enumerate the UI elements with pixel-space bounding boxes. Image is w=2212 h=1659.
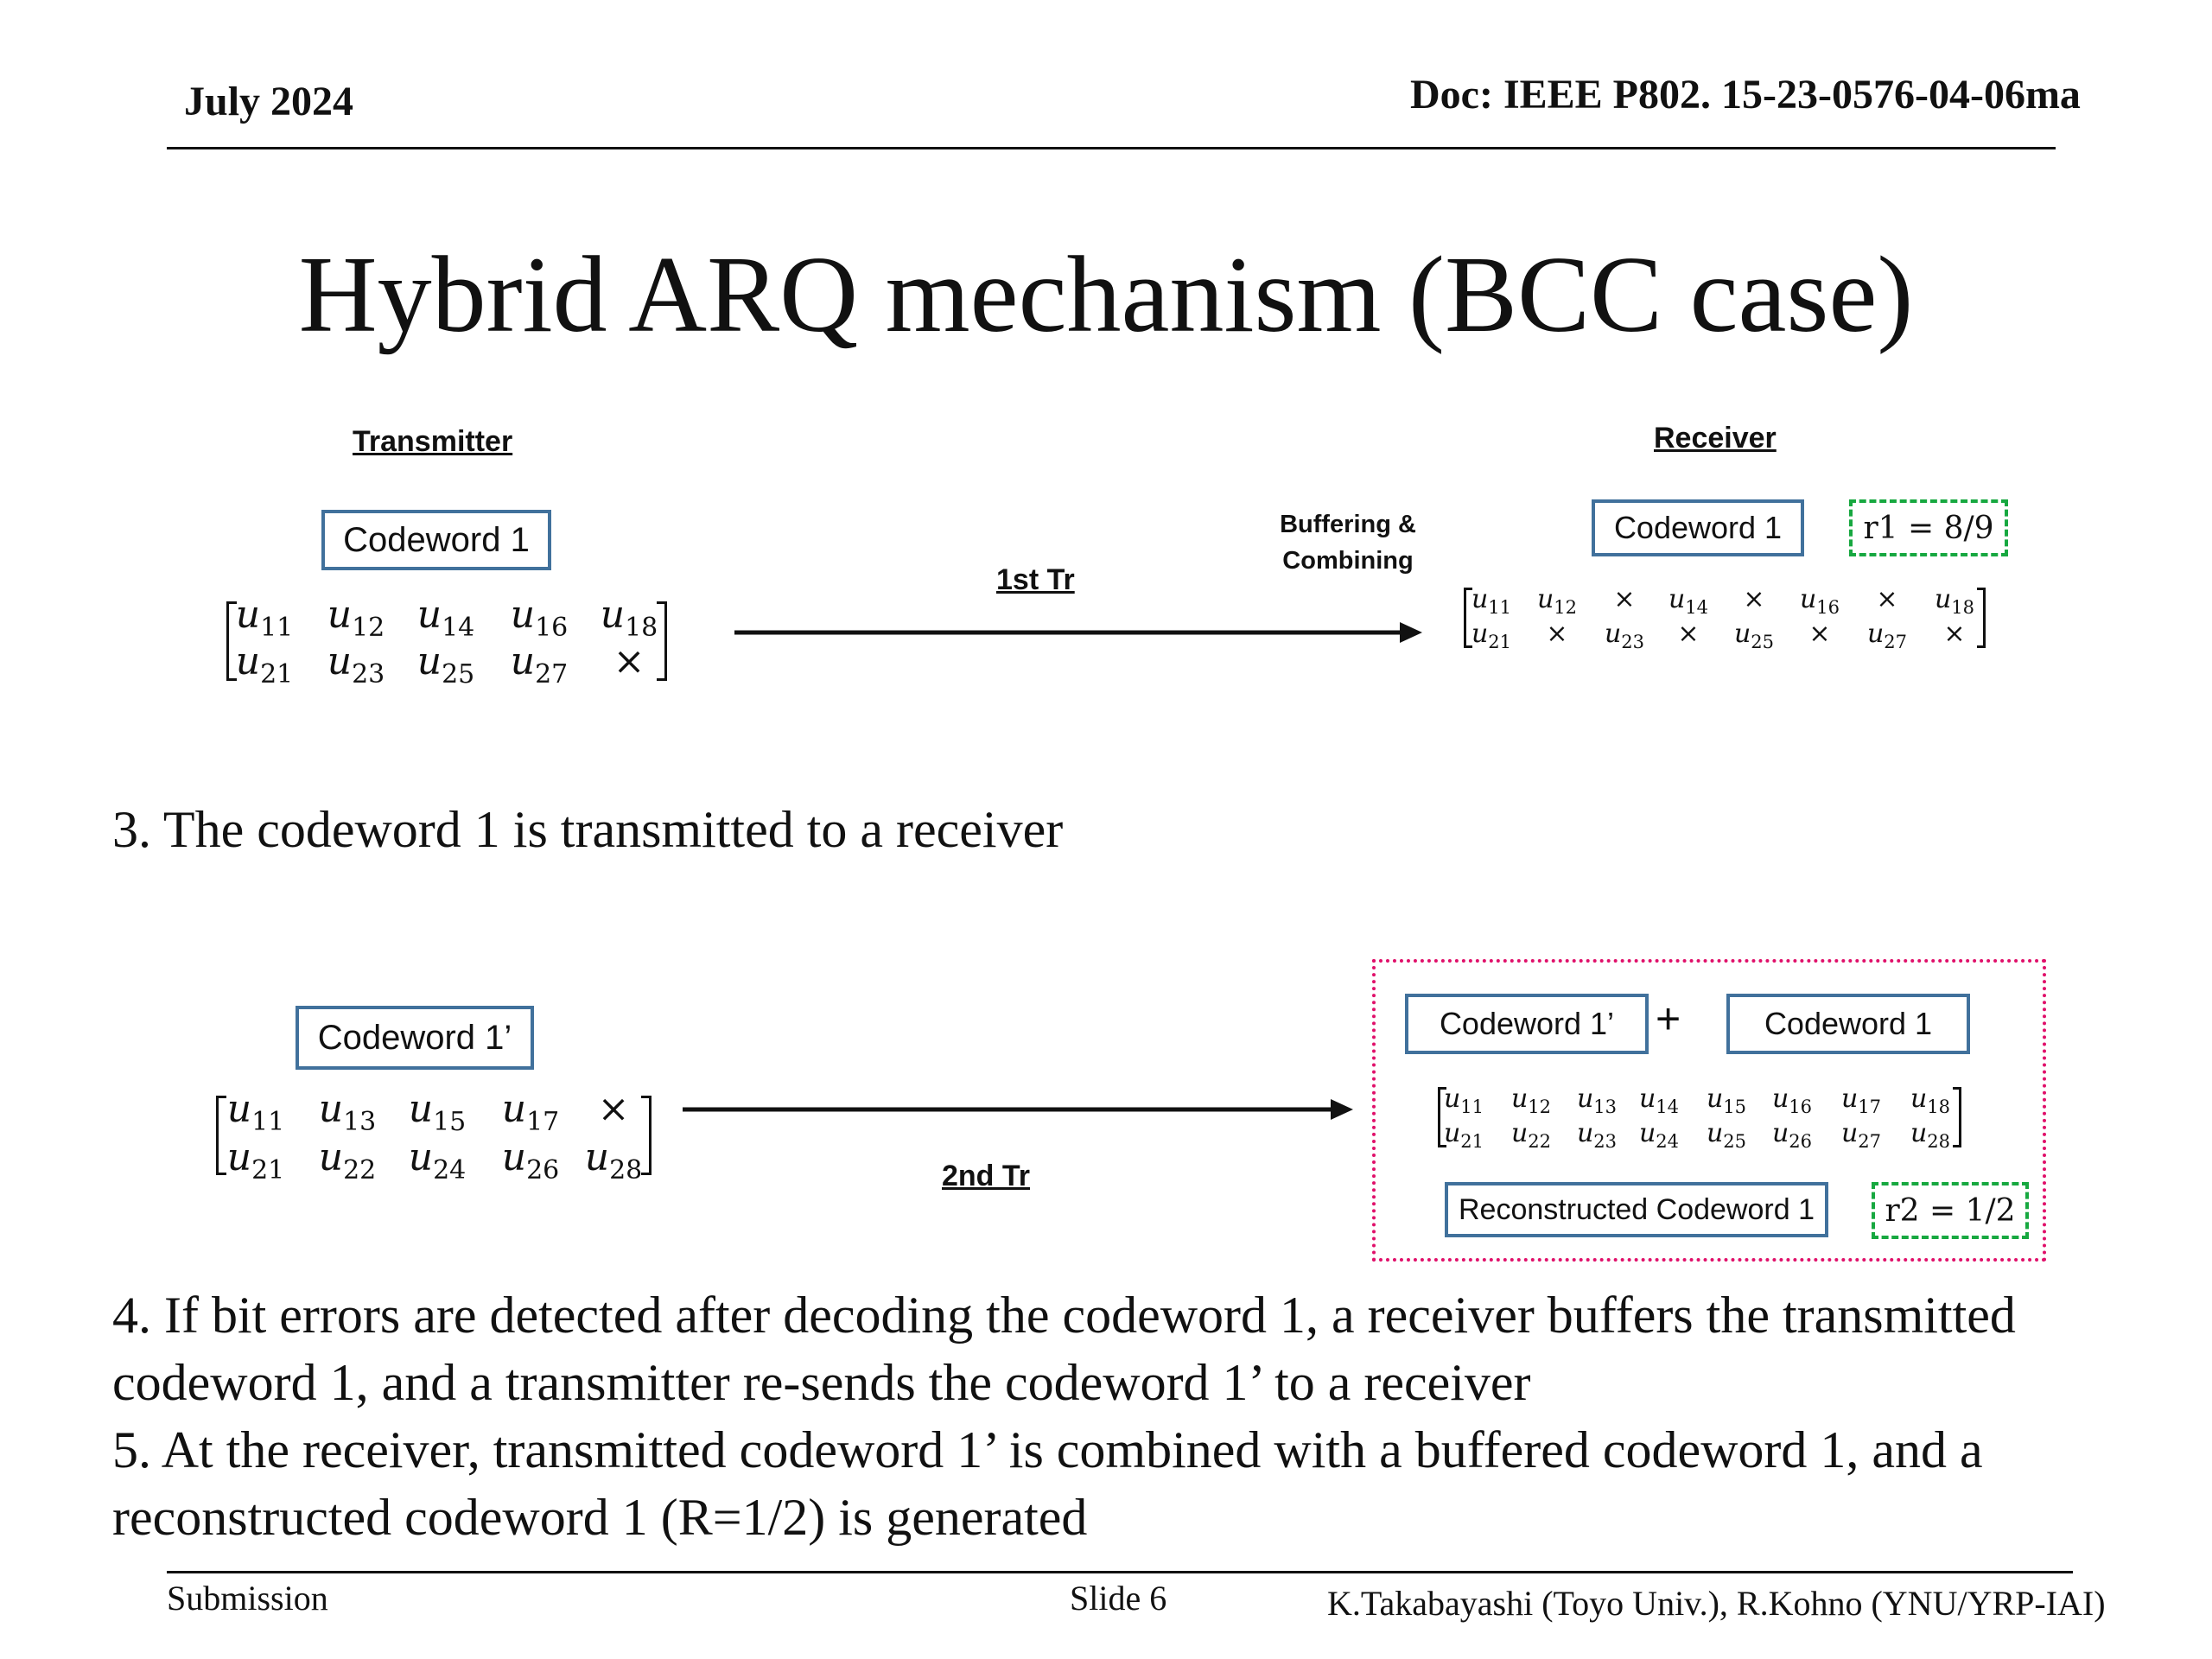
transmitter-label: Transmitter [353,425,513,458]
matrix-cell: $u_{24}$ [1638,1118,1680,1152]
matrix-cell: $u_{27}$ [1840,1118,1882,1152]
matrix-cell: $u_{22}$ [318,1135,377,1185]
step-5-line-1: 5. At the receiver, transmitted codeword 1’ is combined with a buffered codeword 1, and a [112,1421,1983,1478]
footer-slide-number: Slide 6 [1070,1579,1167,1618]
matrix-cell: × [1677,619,1700,649]
matrix-cell: × [1613,584,1636,614]
header-date: July 2024 [184,79,354,124]
matrix-cell: $u_{17}$ [501,1087,560,1137]
matrix-cell: $u_{16}$ [510,593,569,643]
matrix-cell: $u_{18}$ [1934,584,1975,618]
matrix-bracket-right [1953,1087,1961,1147]
matrix-cell: $u_{18}$ [1910,1084,1951,1117]
tx-codeword-box: Codeword 1 [321,510,551,570]
matrix-cell: $u_{27}$ [1866,619,1908,652]
matrix-cell: $u_{16}$ [1771,1084,1813,1117]
matrix-cell: $u_{26}$ [1771,1118,1813,1152]
matrix-cell: $u_{12}$ [327,593,385,643]
rx-codeword-box: Codeword 1 [1592,499,1804,556]
matrix-cell: $u_{14}$ [1638,1084,1680,1117]
matrix-cell: × [1546,619,1568,649]
matrix-cell: $u_{14}$ [416,593,475,643]
matrix-cell: $u_{24}$ [408,1135,467,1185]
matrix-cell: $u_{11}$ [235,593,294,643]
matrix-cell: $u_{26}$ [501,1135,560,1185]
matrix-cell: $u_{15}$ [1706,1084,1747,1117]
matrix-cell: $u_{17}$ [1840,1084,1882,1117]
matrix-cell: $u_{11}$ [1471,584,1512,618]
matrix-cell: $u_{21}$ [226,1135,285,1185]
combine-codeword-prime-box: Codeword 1’ [1405,994,1649,1054]
matrix-cell: × [597,1087,630,1131]
second-tr-label: 2nd Tr [942,1160,1031,1192]
rate-r1: r1 = 8/9 [1863,510,1994,546]
step-4-line-1: 4. If bit errors are detected after decoding the codeword 1, a receiver buffers the transmitted [112,1287,2016,1344]
matrix-cell: $u_{13}$ [318,1087,377,1137]
plus-sign: + [1656,995,1681,1043]
matrix-cell: × [1876,584,1898,614]
matrix-cell: × [1808,619,1831,649]
footer-rule [167,1571,2073,1573]
tx-codeword-prime-box: Codeword 1’ [296,1006,534,1070]
matrix-cell: $u_{21}$ [235,639,294,690]
matrix-cell: $u_{15}$ [408,1087,467,1137]
receiver-label: Receiver [1654,422,1777,454]
step-4-line-2: codeword 1, and a transmitter re-sends the codeword 1’ to a receiver [112,1354,1531,1411]
rate-r2: r2 = 1/2 [1885,1192,2016,1229]
matrix-cell: $u_{25}$ [1706,1118,1747,1152]
step-5-line-2: reconstructed codeword 1 (R=1/2) is generated [112,1489,1088,1546]
matrix-cell: × [1743,584,1765,614]
matrix-cell: × [1943,619,1966,649]
first-tr-label: 1st Tr [996,563,1075,596]
buffering-combining-label [1279,506,1417,579]
matrix-cell: $u_{14}$ [1668,584,1709,618]
footer-authors: K.Takabayashi (Toyo Univ.), R.Kohno (YNU/YRP-IAI) [1327,1584,2106,1623]
matrix-bracket-right [641,1096,652,1175]
header-rule [167,147,2056,149]
matrix-cell: $u_{23}$ [1576,1118,1618,1152]
matrix-cell: $u_{18}$ [600,593,658,643]
matrix-cell: × [613,639,645,683]
matrix-cell: $u_{21}$ [1471,619,1512,652]
matrix-cell: $u_{27}$ [510,639,569,690]
matrix-cell: $u_{23}$ [327,639,385,690]
reconstructed-codeword-box: Reconstructed Codeword 1 [1445,1182,1828,1237]
header-doc-id: Doc: IEEE P802. 15-23-0576-04-06ma [1410,72,2081,118]
matrix-cell: $u_{28}$ [584,1135,643,1185]
matrix-bracket-right [657,601,667,681]
slide-title: Hybrid ARQ mechanism (BCC case) [298,235,1914,355]
footer-submission: Submission [167,1579,328,1618]
matrix-bracket-right [1977,588,1986,648]
matrix-cell: $u_{13}$ [1576,1084,1618,1117]
matrix-cell: $u_{11}$ [226,1087,285,1137]
matrix-cell: $u_{12}$ [1510,1084,1552,1117]
matrix-bracket-left [216,1096,226,1175]
arrow-second-transmission [683,1092,1357,1127]
buffering-line: Buffering & [1280,511,1416,538]
matrix-cell: $u_{23}$ [1604,619,1645,652]
matrix-cell: $u_{12}$ [1536,584,1578,618]
step-3-text: 3. The codeword 1 is transmitted to a receiver [112,801,1064,858]
combining-line: Combining [1282,547,1414,575]
rate-r1-box [1849,499,2008,556]
matrix-cell: $u_{28}$ [1910,1118,1951,1152]
matrix-cell: $u_{25}$ [1733,619,1775,652]
matrix-cell: $u_{11}$ [1443,1084,1484,1117]
matrix-cell: $u_{22}$ [1510,1118,1552,1152]
matrix-cell: $u_{21}$ [1443,1118,1484,1152]
arrow-first-transmission [734,615,1426,650]
combine-codeword-box: Codeword 1 [1726,994,1970,1054]
matrix-cell: $u_{25}$ [416,639,475,690]
matrix-cell: $u_{16}$ [1799,584,1840,618]
rate-r2-box [1872,1182,2029,1239]
